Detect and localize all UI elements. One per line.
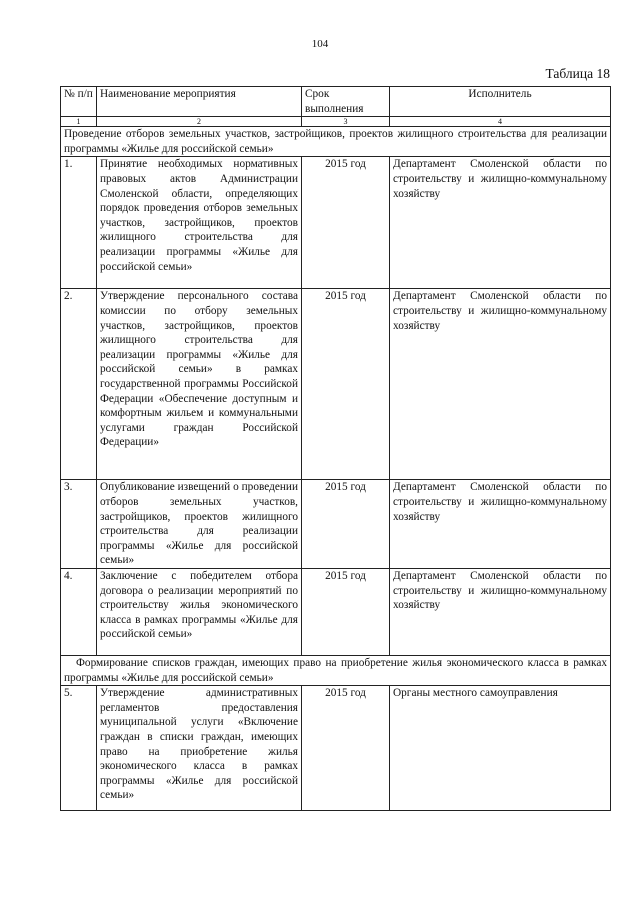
row-term: 2015 год bbox=[302, 289, 390, 480]
row-name: Заключение с победителем отбора договора о реализации мероприятий по строительству жилья экономического класса в рамках программы «Жилье для российской семьи» bbox=[97, 568, 302, 655]
section-title: Формирование списков граждан, имеющих право на приобретение жилья экономического класса в рамках программы «Жилье для российской семьи» bbox=[61, 655, 611, 685]
header-term: Срок выполнения bbox=[302, 87, 390, 117]
row-term: 2015 год bbox=[302, 157, 390, 289]
events-table bbox=[60, 86, 611, 811]
row-executor: Департамент Смоленской области по строительству и жилищно-коммунальному хозяйству bbox=[390, 568, 611, 655]
column-number: 2 bbox=[97, 117, 302, 127]
table-row bbox=[61, 157, 611, 289]
row-name: Опубликование извещений о проведении отборов земельных участков, застройщиков, проектов жилищного строительства для реализации программы «Жилье для российской семьи» bbox=[97, 480, 302, 569]
header-num: № п/п bbox=[61, 87, 97, 117]
section-row bbox=[61, 655, 611, 685]
row-num: 3. bbox=[61, 480, 97, 569]
header-name: Наименование мероприятия bbox=[97, 87, 302, 117]
row-name: Утверждение персонального состава комиссии по отбору земельных участков, застройщиков, проектов жилищного строительства для реализации программы «Жилье для российской семьи» в рамках государственной программы Российской Федерации «Обеспечение доступным и комфортным жильем и коммунальными услугами граждан Российской Федерации» bbox=[97, 289, 302, 480]
page-number: 104 bbox=[311, 38, 329, 50]
row-executor: Департамент Смоленской области по строительству и жилищно-коммунальному хозяйству bbox=[390, 480, 611, 569]
column-number: 4 bbox=[390, 117, 611, 127]
row-executor: Департамент Смоленской области по строительству и жилищно-коммунальному хозяйству bbox=[390, 157, 611, 289]
table-caption: Таблица 18 bbox=[545, 66, 610, 81]
section-row bbox=[61, 127, 611, 157]
table-row bbox=[61, 568, 611, 655]
section-title: Проведение отборов земельных участков, застройщиков, проектов жилищного строительства для реализации программы «Жилье для российской семьи» bbox=[61, 127, 611, 157]
row-num: 2. bbox=[61, 289, 97, 480]
row-term: 2015 год bbox=[302, 480, 390, 569]
row-num: 4. bbox=[61, 568, 97, 655]
row-name: Принятие необходимых нормативных правовых актов Администрации Смоленской области, определяющих порядок проведения отборов земельных участков, застройщиков, проектов жилищного строительства для реализации программы «Жилье для российской семьи» bbox=[97, 157, 302, 289]
table-header-row bbox=[61, 87, 611, 117]
header-executor: Исполнитель bbox=[390, 87, 611, 117]
row-executor: Органы местного самоуправления bbox=[390, 686, 611, 811]
row-name: Утверждение административных регламентов предоставления муниципальной услуги «Включение граждан в списки граждан, имеющих право на приобретение жилья экономического класса в рамках программы «Жилье для российской семьи» bbox=[97, 686, 302, 811]
row-executor: Департамент Смоленской области по строительству и жилищно-коммунальному хозяйству bbox=[390, 289, 611, 480]
column-numbers-row bbox=[61, 117, 611, 127]
column-number: 3 bbox=[302, 117, 390, 127]
row-num: 1. bbox=[61, 157, 97, 289]
table-row bbox=[61, 686, 611, 811]
column-number: 1 bbox=[61, 117, 97, 127]
table-row bbox=[61, 480, 611, 569]
row-term: 2015 год bbox=[302, 568, 390, 655]
row-num: 5. bbox=[61, 686, 97, 811]
table-row bbox=[61, 289, 611, 480]
row-term: 2015 год bbox=[302, 686, 390, 811]
